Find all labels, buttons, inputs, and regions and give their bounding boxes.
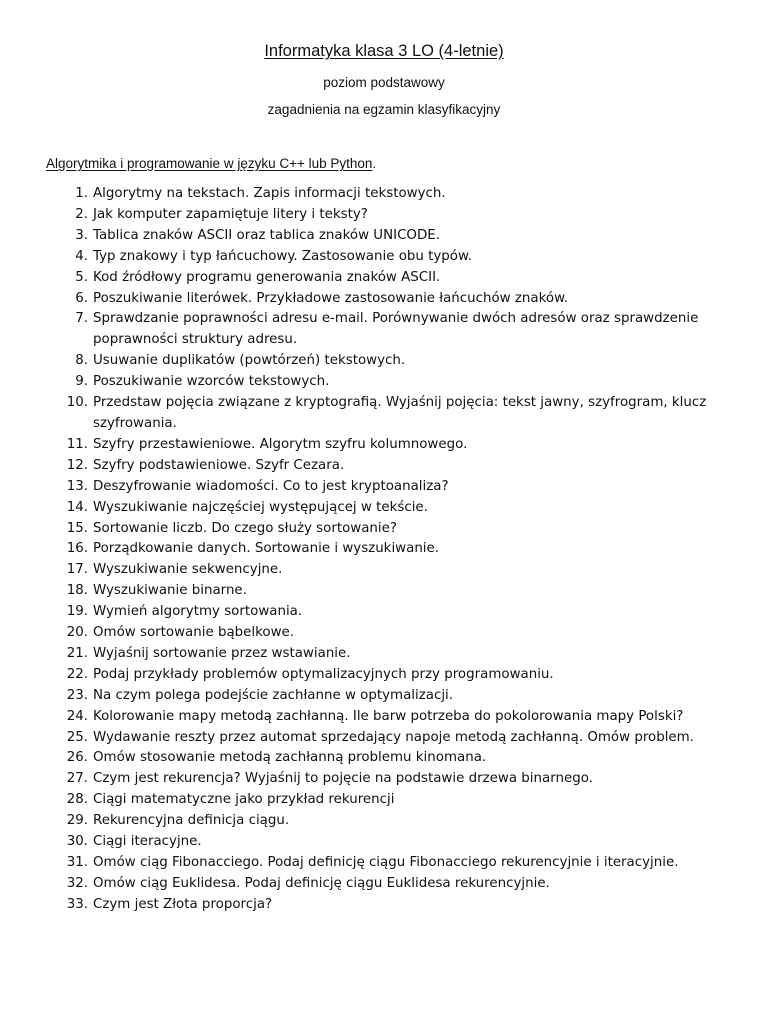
list-item xyxy=(0,874,768,895)
topic-list xyxy=(0,184,768,916)
list-item xyxy=(0,289,768,310)
list-item xyxy=(0,769,768,790)
list-item-number: 17. xyxy=(66,562,88,578)
list-item-number: 10. xyxy=(66,395,88,411)
list-item-text: Omów ciąg Fibonacciego. Podaj definicję ciągu Fibonacciego rekurencyjnie i iteracyjnie. xyxy=(93,855,679,870)
list-item-number: 27. xyxy=(66,771,88,787)
list-item xyxy=(0,539,768,560)
list-item xyxy=(0,644,768,665)
list-item-number: 24. xyxy=(66,708,88,724)
list-item xyxy=(0,205,768,226)
list-item-text: Omów ciąg Euklidesa. Podaj definicję ciągu Euklidesa rekurencyjnie. xyxy=(93,875,550,891)
list-item xyxy=(0,895,768,916)
list-item xyxy=(0,728,768,749)
list-item xyxy=(0,498,768,519)
list-item xyxy=(0,686,768,707)
document-title: Informatyka klasa 3 LO (4-letnie) xyxy=(264,42,504,60)
list-item-number: 2. xyxy=(75,206,88,222)
list-item-number: 15. xyxy=(66,520,88,536)
list-item-number: 14. xyxy=(66,499,88,515)
list-item-text: Szyfry przestawieniowe. Algorytm szyfru kolumnowego. xyxy=(93,436,468,452)
list-item-text: Algorytmy na tekstach. Zapis informacji tekstowych. xyxy=(93,186,446,201)
list-item-text: Wyszukiwanie najczęściej występującej w tekście. xyxy=(93,499,428,515)
list-item-number: 5. xyxy=(75,269,88,285)
list-item-number: 12. xyxy=(66,457,88,473)
list-item xyxy=(0,435,768,456)
list-item xyxy=(0,665,768,686)
list-item xyxy=(0,602,768,623)
list-item xyxy=(0,226,768,247)
list-item-number: 7. xyxy=(75,311,88,327)
list-item-number: 31. xyxy=(66,855,88,870)
list-item-number: 8. xyxy=(75,353,88,369)
list-item-text: Porządkowanie danych. Sortowanie i wyszukiwanie. xyxy=(93,541,440,557)
section-heading-main: Algorytmika i programowanie w języku C++ xyxy=(46,156,309,171)
list-item-text: Omów stosowanie metodą zachłanną problemu kinomana. xyxy=(93,750,487,766)
list-item xyxy=(0,268,768,289)
list-item-number: 3. xyxy=(75,227,88,243)
list-item-text: Sortowanie liczb. Do czego służy sortowanie? xyxy=(93,520,397,536)
list-item-number: 9. xyxy=(75,374,88,390)
list-item-text: Czym jest rekurencja? Wyjaśnij to pojęcie na podstawie drzewa binarnego. xyxy=(93,771,593,787)
list-item xyxy=(0,832,768,853)
list-item-text: Kod źródłowy programu generowania znaków ASCII. xyxy=(93,269,441,285)
list-item-text: Wyjaśnij sortowanie przez wstawianie. xyxy=(93,645,351,661)
list-item xyxy=(0,393,768,435)
list-item xyxy=(0,477,768,498)
document-subtitle-exam: zagadnienia na egzamin klasyfikacyjny xyxy=(267,102,501,117)
list-item xyxy=(0,519,768,540)
list-item-text: Tablica znaków ASCII oraz tablica znaków UNICODE. xyxy=(93,227,440,243)
section-heading-end: . xyxy=(372,156,377,171)
list-item xyxy=(0,707,768,728)
list-item-number: 33. xyxy=(66,896,88,912)
list-item-number: 25. xyxy=(66,729,88,745)
section-heading-lub: lub Python xyxy=(308,156,373,171)
list-item-text: Na czym polega podejście zachłanne w optymalizacji. xyxy=(93,687,454,703)
list-item-text: Wydawanie reszty przez automat sprzedający napoje metodą zachłanną. Omów problem. xyxy=(93,729,694,745)
list-item-number: 11. xyxy=(66,436,88,452)
list-item xyxy=(0,560,768,581)
list-item-number: 32. xyxy=(66,875,88,891)
list-item-number: 26. xyxy=(66,750,88,766)
list-item-text: Usuwanie duplikatów (powtórzeń) tekstowych. xyxy=(93,353,406,369)
list-item-text: Wyszukiwanie sekwencyjne. xyxy=(93,562,283,578)
list-item xyxy=(0,372,768,393)
section-heading xyxy=(46,156,376,171)
list-item xyxy=(0,748,768,769)
list-item-text: Ciągi iteracyjne. xyxy=(93,834,202,850)
list-item-text: Wyszukiwanie binarne. xyxy=(93,583,247,599)
list-item-number: 20. xyxy=(66,625,88,641)
list-item xyxy=(0,623,768,644)
list-item-number: 23. xyxy=(66,687,88,703)
list-item-number: 30. xyxy=(66,834,88,850)
list-item-text: Poszukiwanie literówek. Przykładowe zastosowanie łańcuchów znaków. xyxy=(93,290,569,306)
list-item-number: 1. xyxy=(75,186,88,201)
list-item-text: Omów sortowanie bąbelkowe. xyxy=(93,625,295,641)
list-item-text: Przedstaw pojęcia związane z kryptografią. Wyjaśnij pojęcia: tekst jawny, szyfrogram, klucz szyfrowania. xyxy=(93,395,707,431)
list-item-number: 19. xyxy=(66,604,88,620)
list-item xyxy=(0,309,768,351)
list-item-number: 6. xyxy=(75,290,88,306)
document-subtitle: poziom podstawowy xyxy=(323,75,445,90)
list-item-text: Typ znakowy i typ łańcuchowy. Zastosowanie obu typów. xyxy=(93,248,472,264)
list-item-text: Szyfry podstawieniowe. Szyfr Cezara. xyxy=(93,457,345,473)
list-item xyxy=(0,581,768,602)
list-item xyxy=(0,351,768,372)
list-item-number: 18. xyxy=(66,583,88,599)
list-item-number: 4. xyxy=(75,248,88,264)
list-item-text: Rekurencyjna definicja ciągu. xyxy=(93,813,290,829)
list-item-text: Wymień algorytmy sortowania. xyxy=(93,604,303,620)
list-item-text: Sprawdzanie poprawności adresu e-mail. Porównywanie dwóch adresów oraz sprawdzenie poprawności struktury adresu. xyxy=(93,311,699,348)
list-item xyxy=(0,790,768,811)
list-item-number: 16. xyxy=(66,541,88,557)
list-item xyxy=(0,853,768,874)
list-item-number: 28. xyxy=(66,792,88,808)
list-item-text: Czym jest Złota proporcja? xyxy=(93,896,273,912)
list-item-text: Deszyfrowanie wiadomości. Co to jest kryptoanaliza? xyxy=(93,478,449,494)
list-item-text: Poszukiwanie wzorców tekstowych. xyxy=(93,374,330,390)
list-item xyxy=(0,811,768,832)
list-item-number: 29. xyxy=(66,813,88,829)
list-item xyxy=(0,456,768,477)
list-item-text: Kolorowanie mapy metodą zachłanną. Ile barw potrzeba do pokolorowania mapy Polski? xyxy=(93,708,684,724)
list-item xyxy=(0,184,768,205)
list-item xyxy=(0,247,768,268)
list-item-number: 22. xyxy=(66,666,88,682)
list-item-number: 21. xyxy=(66,645,88,661)
list-item-text: Ciągi matematyczne jako przykład rekurencji xyxy=(93,792,395,808)
list-item-text: Podaj przykłady problemów optymalizacyjnych przy programowaniu. xyxy=(93,666,554,682)
list-item-number: 13. xyxy=(66,478,88,494)
list-item-text: Jak komputer zapamiętuje litery i teksty? xyxy=(93,206,368,222)
